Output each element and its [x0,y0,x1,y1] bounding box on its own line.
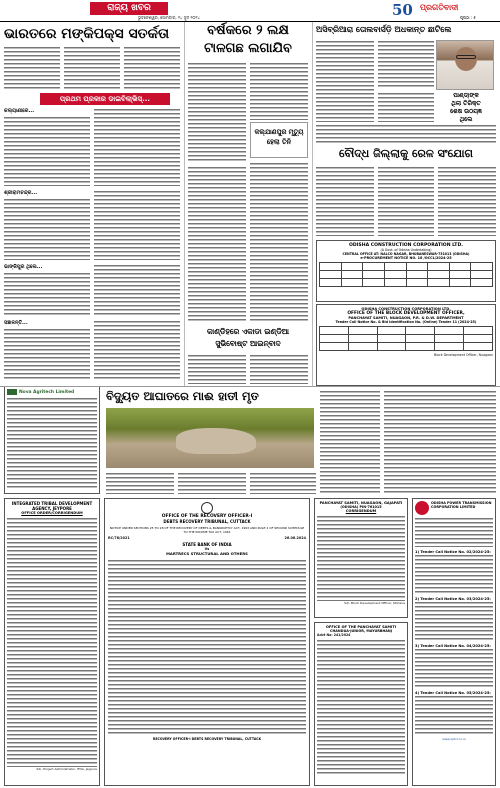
optcl-item-2: 2) Tender Call Notice No. 03/2024-25: [415,597,491,601]
occl-org: ODISHA CONSTRUCTION CORPORATION LTD. [349,243,463,248]
bdo-subtitle: PANCHAYAT SAMITI, NUAGAON, P.R. & D.W. DEPARTMENT [348,316,464,320]
forest-body-col2 [250,354,308,384]
left-col-body-b [94,108,180,186]
chandua-notice: Advt No: 241/2024 [317,633,351,637]
recovery-footer: RECOVERY OFFICER-I DEBTS RECOVERY TRIBUNAL, CUTTACK [152,737,262,741]
portrait-caption-line3: ଶେଷ ଉଠୟଜ୍ଞ [450,108,482,115]
chandua-body [317,639,405,775]
second-body-col1 [188,62,246,162]
itda-line3: OFFICE ORDER/CORRIGENDUM [21,511,83,515]
optcl-ad [412,498,496,786]
recovery-form: NOTICE UNDER SECTIONS 25 TO 28 OF THE RECOVERY OF DEBTS & BANKRUPTCY ACT, 1993 AND RULE 2 OF SECOND SCHEDULE TO THE INCOME TAX ACT, 1961 [109,526,305,534]
masthead [0,0,500,22]
ps-signature: Sd/- Block Development Officer, Mohana [344,601,405,605]
left-col-body-g [4,328,90,380]
third-headline: ଅସିବ୍ରିଆରା ତୋଲବାର୍ସଡ଼ି ଅଧକାନ୍ତ ଛାଟିଲେ [316,25,452,34]
forest-headline-line1: କାଣ୍ଡିହରେ ଏକାଡା ଇଣ୍ଡିଆ [206,327,290,336]
nova-logo-row [7,389,97,395]
rail-body-col2 [378,166,434,236]
occl-sub: (A Govt. of Odisha Undertaking) [380,248,432,252]
optcl-item-3-body [415,648,493,688]
occl-address: CENTRAL OFFICE AT: NALCO NAGAR, BHUBANESWAR-751013 (ODISHA) [342,252,470,256]
bdo-nuagaon-ad [316,304,496,386]
dateline: ଭୁବନେଶ୍ୱର, ସୋମବାର, ୨୪ ଜୁନ ୨୦୨୪ [138,15,201,20]
optcl-item-1-body [415,554,493,594]
portrait-glasses [456,55,476,59]
optcl-footer: www.optcl.co.in [442,737,466,741]
lead-body-col1 [4,46,60,90]
itda-jeypore-ad [4,498,100,786]
optcl-item-1: 1) Tender Call Notice No. 02/2024-25: [415,550,491,554]
bdo-title: OFFICE OF THE BLOCK DEVELOPMENT OFFICER, [347,311,465,316]
forest-body-col1 [188,354,246,384]
portrait-caption-line2: ଥିଲା ତିରିକ୍ତ [451,100,481,107]
optcl-item-2-body [415,601,493,641]
recovery-officer-ad [104,498,310,786]
ps-subtitle: (ODISHA) PIN-761015 [340,505,382,509]
sambalpur-tag: ସଞ୍ଚାଳନ୍ତି... [4,320,28,326]
itda-body [7,517,97,767]
column-divider [184,22,185,386]
optcl-item-4-body [415,695,493,735]
nova-name: Nova Agritech Limited [19,389,75,395]
table-row [320,271,493,279]
table-row [320,343,493,351]
column-divider [312,22,313,386]
elephant-photo [106,408,314,468]
recovery-case-no: RC/78/2021 [108,536,130,540]
elephant-body-col1 [106,472,174,494]
forest-headline-line2: ସୁଭିବୋଷ୍ଟ ଆଇନ୍ବାଦ [215,339,281,348]
section-title: ରାଜ୍ୟ ଖବର [90,2,168,15]
ps-title: PANCHAYAT SAMITI, NUAGAON, GAJAPATI [319,501,403,505]
bridge-strip-headline: ପ୍ରଥମ ପ୍ରକାର ଡାଇବିଲା୍ଭିସ୍... [40,93,170,105]
rail-headline: ବୌଦ୍ଧ ଜିଲ୍ଲାକୁ ରେଳ ସଂଯୋଗ [339,147,473,160]
recovery-bank: STATE BANK OF INDIA [182,542,232,547]
snake-headline-line2: ହେଲା ତିନି [266,138,292,146]
bdo-signature: Block Development Officer, Nuagaon [433,353,493,357]
snake-headline-line1: କଲ୍ଯାଣପୁର ମୃତ୍ୟୁ [254,128,304,136]
elephant-side-col2 [384,390,496,494]
left-col-body-e [4,272,90,316]
portrait-photo [436,40,494,90]
kalyani-tag: କଲ୍ୟାଣୀରେ... [4,108,35,114]
ps-body [317,515,405,601]
occl-table [319,262,493,287]
third-body-col2 [378,40,434,88]
table-row [320,335,493,343]
anniversary-logo [392,1,420,19]
second-headline-line1: ବର୍ଷକରେ ୨ ଲକ୍ଷ [207,23,289,38]
ps-tag: CORRIGENDUM [345,509,377,513]
bdo-notice: Tender Call Notice No. & Bid Identification No. (Online) Tender 11 (2024-25) [335,320,477,324]
chandua-ad [314,622,408,786]
panchayat-samiti-ad [314,498,408,618]
elephant-headline: ବିଦ୍ୟୁତ ଆଘାତରେ ମାଈ ହାତୀ ମୃତ [106,389,259,403]
table-row [320,279,493,287]
recovery-defendant: MARTRECS STRUCTURAL AND OTHERS [166,551,248,556]
recovery-subtitle: DEBTS RECOVERY TRIBUNAL, CUTTACK [163,519,251,524]
optcl-title: ODISHA POWER TRANSMISSION CORPORATION LIMITED [431,501,492,509]
elephant-body-col3 [250,472,316,494]
lead-body-col2 [64,46,120,90]
itda-signature: Sd/- Project Administrator, ITDA, Jeypore [36,767,97,771]
section-divider [0,386,500,387]
second-body-col2 [250,62,308,120]
left-col-body-h [94,320,180,380]
recovery-case-row [108,536,306,540]
optcl-item-4: 4) Tender Call Notice No. 05/2024-25: [415,691,491,695]
brand-name: ପ୍ରଗତିବାଦୀ [420,3,459,12]
nova-logo-icon [7,389,17,395]
left-col-body-a [4,116,90,186]
portrait-face [455,47,477,71]
recovery-date: 26.06.2024 [284,536,306,540]
bdo-table [319,326,493,351]
third-body-col4 [316,124,496,144]
chandua-title: OFFICE OF THE PANCHAYAT SAMITI [325,625,397,629]
recovery-emblem [201,502,213,514]
optcl-body-intro [415,517,493,547]
chandua-subtitle: CHANDUA-JUNIOR, MAYURBHANJ [329,629,393,633]
third-body-col3 [378,92,434,122]
recovery-title: OFFICE OF THE RECOVERY OFFICER-I [161,514,253,519]
recovery-body [108,559,306,735]
recovery-vs: Vs [204,547,210,551]
optcl-logo [415,501,429,515]
rail-body-col3 [438,166,496,236]
itda-line2: AGENCY, JEYPORE [32,506,72,511]
portrait-caption-line1: ପାଣ୍ଡା୍ଙ୍କ [453,92,479,99]
occl-notice: e-PROCUREMENT NOTICE NO. 16 /OCCL/2024-25 [360,256,452,260]
anniversary-number: 50 [392,1,413,19]
bdo-line1: ODISHA CONSTRUCTION CORPORATION LTD. [361,307,451,311]
nova-agritech-ad [4,386,100,494]
lead-body-col3 [124,46,180,90]
second-headline-line2: ଟାଳଗଛ ଲଗାଯିବ [204,41,292,56]
rail-body-col1 [316,166,374,236]
portrait-caption [436,92,496,124]
table-row [320,263,493,271]
elephant-shape [176,428,256,454]
bankipur-tag: ଭାଙ୍କିପୁର ଥିଲେ... [4,264,43,270]
snake-box [250,122,308,158]
page-label: ପୃଷ୍ଠା : ୫ [460,15,476,20]
second-body-col4 [188,166,246,322]
left-col-body-c [4,198,90,260]
lead-headline: ଭାରତରେ ମଙ୍କିପକ୍ସ ସତର୍କତା [4,26,170,42]
portrait-caption-line4: ଥିଲେ [459,116,473,123]
table-row [320,327,493,335]
left-col-body-f [94,264,180,316]
left-col-body-d [94,190,180,260]
second-body-col3 [250,162,308,322]
optcl-item-3: 3) Tender Call Notice No. 04/2024-25: [415,644,491,648]
odisha-construction-ad [316,240,496,302]
elephant-side-col [320,390,380,494]
itda-line1: INTEGRATED TRIBAL DEVELOPMENT [11,501,93,506]
sriramchand-tag: ଶ୍ରୀରାମଚନ୍ଦ୍ର... [4,190,38,196]
third-body-col1 [316,40,374,122]
nova-body [7,397,97,489]
elephant-body-col2 [178,472,246,494]
